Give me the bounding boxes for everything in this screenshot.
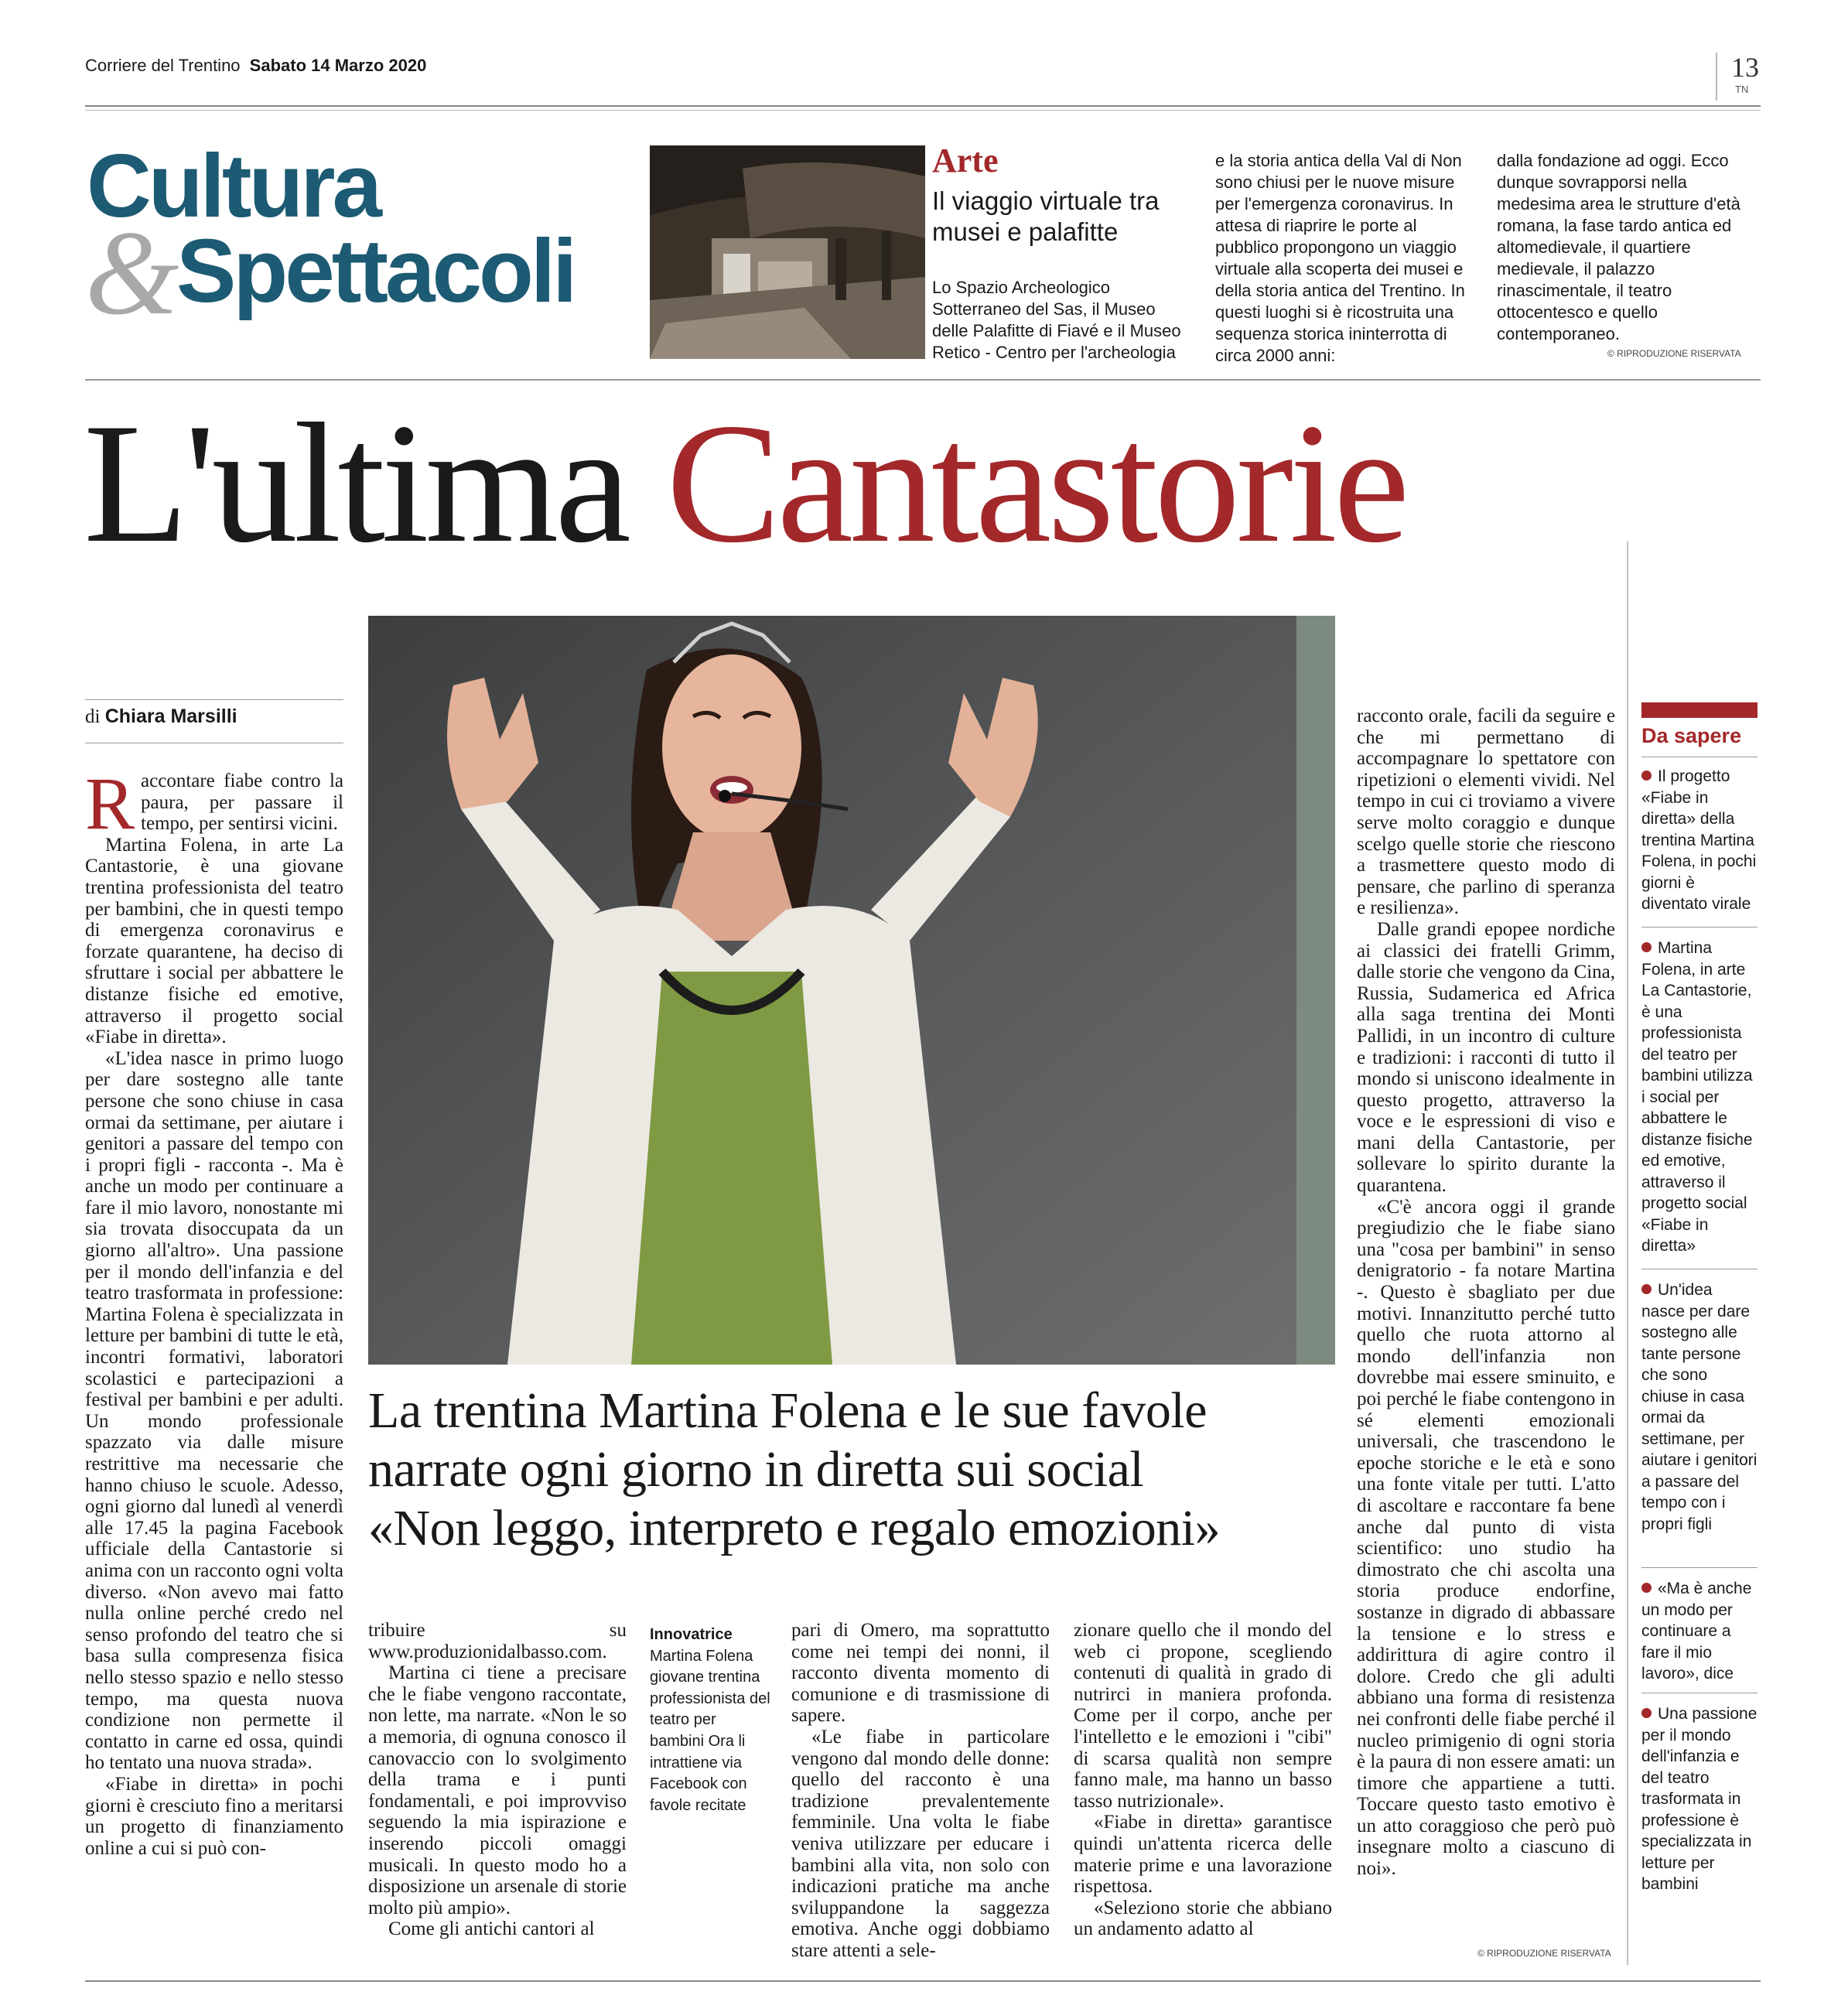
sidebar-item-text: Martina Folena, in arte La Cantastorie, è una professionista del teatro per bambini utilizza i social per abbattere le distanze fisiche ed emotive, attraverso il progetto social «Fiabe in diretta» <box>1641 939 1753 1255</box>
article-col1-p1: accontare fiabe contro la paura, per passare il tempo, per sentirsi vicini. <box>141 770 343 835</box>
bullet-dot-icon <box>1641 1583 1652 1593</box>
page-number-divider <box>1716 53 1717 101</box>
section-title-line2: Spettacoli <box>176 220 575 321</box>
section-title-line1: Cultura <box>87 135 379 236</box>
subheadline <box>368 1382 1335 1558</box>
arte-bottom-rule <box>85 379 1761 381</box>
subheadline-line-1: La trentina Martina Folena e le sue favole <box>368 1382 1208 1439</box>
sidebar-item-rule <box>1641 927 1757 928</box>
sidebar-item-rule <box>1641 1567 1757 1568</box>
sidebar-item-text: Il progetto «Fiabe in diretta» della trentina Martina Folena, in pochi giorni è diventato virale <box>1641 767 1757 913</box>
sidebar-item <box>1641 766 1757 915</box>
article-column-2 <box>368 1620 627 1940</box>
article-column-5 <box>1357 705 1615 1880</box>
sidebar-item <box>1641 1578 1757 1685</box>
sidebar-item <box>1641 1703 1757 1895</box>
sidebar-divider <box>1627 541 1628 1965</box>
article-copyright: © RIPRODUZIONE RISERVATA <box>1477 1948 1611 1959</box>
article-col3-p1: pari di Omero, ma soprattutto come nei tempi dei nonni, il racconto diventa momento di comunione e di trasmissione di sapere. <box>791 1620 1050 1727</box>
arte-headline: Il viaggio virtuale tra musei e palafitte <box>932 186 1160 246</box>
article-dropcap: R <box>85 762 135 845</box>
byline-top-rule <box>85 699 343 700</box>
arte-col-3: dalla fondazione ad oggi. Ecco dunque sovrapporsi nella medesima area le strutture d'età romana, la fase tardo antica ed altomedievale, il quartiere medievale, il palazzo rinascimentale, il teatro ottocentesco e quello contemporaneo. <box>1497 151 1740 343</box>
bullet-dot-icon <box>1641 1284 1652 1294</box>
running-header <box>85 56 426 76</box>
header-rule <box>85 105 1761 107</box>
article-column-1 <box>85 762 343 1859</box>
article-col2-p1: tribuire su www.produzionidalbasso.com. <box>368 1620 627 1662</box>
page-number: 13 <box>1731 52 1759 83</box>
sidebar-item-text: Un'idea nasce per dare sostegno alle tante persone che sono chiuse in casa ormai da settimane, per aiutare i genitori a passare del tempo con i propri figli <box>1641 1281 1757 1533</box>
article-column-4 <box>1074 1620 1332 1940</box>
caption-title: Innovatrice <box>650 1626 733 1643</box>
article-col1-p3: «L'idea nasce in primo luogo per dare sostegno alle tante persone che sono chiuse in casa ormai da settimane, per aiutare i genitori a passare del tempo con i propri figli - racconta -. Ma è anche un modo per continuare a fare il mio lavoro, nonostante mi sia trovata disoccupata da un giorno all'altro». Una passione per il mondo dell'infanzia e del teatro trasformata in professione: Martina Folena è specializzata in letture per bambini di tutte le età, incontri formativi, laboratori scolastici e partecipazioni a festival per bambini e per adulti. Un mondo professionale spazzato via dalle misure restrittive ma necessarie che hanno chiuso le scuole. Adesso, ogni giorno dal lunedì al venerdì alle 17.45 la pagina Facebook ufficiale della Cantastorie si anima con un racconto ogni volta diverso. «Non avevo mai fatto nulla online perché credo nel senso profondo del teatro che si basa sulla compresenza fisica nello stesso spazio e nello stesso tempo, ma questa nuova condizione non permette il contatto in carne ed ossa, quindi ho tentato una nuova strada». <box>85 1047 343 1774</box>
headline-part-2: Cantastorie <box>666 388 1406 579</box>
arte-col-2: e la storia antica della Val di Non sono chiusi per le nuove misure per l'emergenza coronavirus. In attesa di riaprire le porte al pubblico propongono un viaggio virtuale alla scoperta dei musei e della storia antica del Trentino. In questi luoghi si è ricostruita una sequenza storica ininterrotta di circa 2000 anni: <box>1215 151 1465 365</box>
article-col1-p2: Martina Folena, in arte La Cantastorie, è una giovane trentina professionista del teatro per bambini, che in questi tempo di emergenza coronavirus e forzate quarantene, ha deciso di sfruttare i social per abbattere le distanze fisiche ed emotive, attraverso il progetto social «Fiabe in diretta». <box>85 834 343 1048</box>
arte-kicker: Arte <box>932 142 999 179</box>
article-col5-p2: Dalle grandi epopee nordiche ai classici dei fratelli Grimm, dalle storie che vengono da Cina, Russia, Sudamerica ed Africa alla saga trentina dei Monti Pallidi, in un incontro di culture e tradizioni: i racconti di tutto il mondo si uniscono idealmente in questo progetto, attraverso la voce e le espressioni di viso e mani della Cantastorie, per sollevare lo spirito durante la quarantena. <box>1357 918 1615 1197</box>
article-col1-p4: «Fiabe in diretta» in pochi giorni è cresciuto fino a meritarsi un progetto di finanziamento online a cui si può con- <box>85 1773 343 1859</box>
article-col2-p2: Martina ci tiene a precisare che le fiabe vengono raccontate, non lette, ma narrate. «Non le so a memoria, di ognuna conosco il canovaccio con lo svolgimento della trama e i punti fondamentali, e poi improvviso seguendo la mia ispirazione e inserendo piccoli omaggi musicali. In questo modo ho a disposizione un arsenale di storie molto più ampio». <box>368 1662 627 1918</box>
byline <box>85 705 237 728</box>
header-rule-2 <box>85 110 1761 111</box>
photo-caption <box>650 1624 774 1816</box>
arte-col-1: Lo Spazio Archeologico Sotterraneo del Sas, il Museo delle Palafitte di Fiavé e il Museo Retico - Centro per l'archeologia <box>932 278 1181 362</box>
bullet-dot-icon <box>1641 942 1652 952</box>
issue-date: Sabato 14 Marzo 2020 <box>249 56 427 75</box>
article-col4-p1: zionare quello che il mondo del web ci propone, scegliendo contenuti di qualità in grado di nutrirci in maniera profonda. Come per il corpo, anche per l'intelletto e le emozioni i "cibi" di scarsa qualità non sempre fanno male, ma hanno un basso tasso nutrizionale». <box>1074 1620 1332 1812</box>
arte-copyright: © RIPRODUZIONE RISERVATA <box>1607 348 1741 359</box>
article-column-3 <box>791 1620 1050 1962</box>
article-col5-p1: racconto orale, facili da seguire e che mi permettano di accompagnare lo spettatore con ripetizioni o elementi vividi. Nel tempo in cui ci troviamo a vivere serve molto coraggio e dunque scelgo quelle storie che riescono a trasmettere questo modo di pensare, che parlino di speranza e resilienza». <box>1357 705 1615 919</box>
caption-text: Martina Folena giovane trentina professionista del teatro per bambini Ora li intrattiene via Facebook con favole recitate <box>650 1647 770 1814</box>
bullet-dot-icon <box>1641 770 1652 781</box>
byline-author: Chiara Marsilli <box>104 705 237 727</box>
article-col2-p3: Come gli antichi cantori al <box>388 1918 595 1940</box>
article-col4-p2: «Fiabe in diretta» garantisce quindi un'attenta ricerca delle materie prime e una lavorazione rispettosa. <box>1074 1812 1332 1898</box>
headline-part-1: L'ultima <box>84 388 627 579</box>
footer-rule <box>85 1980 1761 1982</box>
article-col5-p3: «C'è ancora oggi il grande pregiudizio che le fiabe siano una "cosa per bambini" in senso denigratorio - fa notare Martina -. Questo è sbagliato per due motivi. Innanzitutto perché tutto quello che ruota attorno al mondo dell'infanzia non dovrebbe mai essere sminuito, e poi perché le fiabe contengono in sé elementi emozionali universali, che trascendono le epoche storiche e le età e sono una fonte vitale per tutti. L'atto di ascoltare e raccontare fa bene anche dal punto di vista scientifico: uno studio ha dimostrato che chi ascolta una storia produce endorfine, sostanze in digrado di abbassare la tensione e lo stress e addirittura di agire contro il dolore. Credo che gli adulti abbiano una forma di resistenza nei confronti delle fiabe perché il nucleo primigenio di ogni storia è la paura di non essere amati: un timore che appartiene a tutti. Toccare questo tasto emotivo è un atto coraggioso che però può insegnare molto a ciascuno di noi». <box>1357 1196 1615 1880</box>
subheadline-line-2: narrate ogni giorno in diretta sui social <box>368 1441 1144 1498</box>
article-col3-p2: «Le fiabe in particolare vengono dal mondo delle donne: quello del racconto è una tradizione prevalentemente femminile. Una volta le fiabe veniva utilizzare per educare i bambini alla vita, non solo con indicazioni pratiche ma anche sviluppandone la saggezza emotiva. Anche oggi dobbiamo stare attenti a sele- <box>791 1726 1050 1961</box>
section-title <box>85 135 627 340</box>
section-ampersand: & <box>85 206 179 340</box>
article-col4-p3: «Seleziono storie che abbiano un andamento adatto al <box>1074 1897 1332 1940</box>
sidebar-item <box>1641 1279 1757 1535</box>
subheadline-line-3: «Non leggo, interpreto e regalo emozioni» <box>368 1500 1221 1556</box>
main-headline <box>84 387 1406 580</box>
sidebar-item <box>1641 938 1757 1257</box>
sidebar-title: Da sapere <box>1641 724 1742 747</box>
edition-code: TN <box>1735 84 1749 95</box>
sidebar-item-text: «Ma è anche un modo per continuare a fare il mio lavoro», dice <box>1641 1580 1752 1683</box>
museum-photo <box>650 145 925 359</box>
cantastorie-photo <box>368 616 1335 1365</box>
sidebar-accent-bar <box>1641 702 1757 718</box>
bullet-dot-icon <box>1641 1708 1652 1718</box>
sidebar-item-text: Una passione per il mondo dell'infanzia e del teatro trasformata in professione è specializzata in letture per bambini <box>1641 1705 1757 1893</box>
newspaper-name: Corriere del Trentino <box>85 56 241 75</box>
byline-prefix: di <box>85 706 101 727</box>
